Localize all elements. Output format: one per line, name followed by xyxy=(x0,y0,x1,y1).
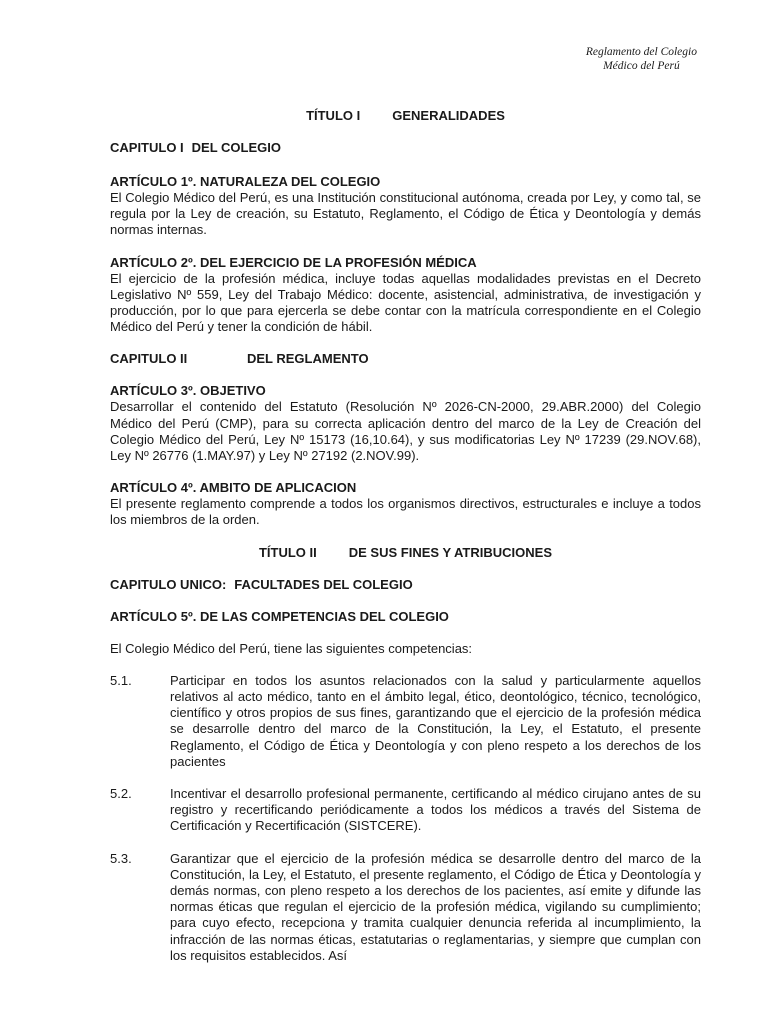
titulo-2-heading xyxy=(110,545,701,561)
articulo-5-heading: ARTÍCULO 5º. DE LAS COMPETENCIAS DEL COLEGIO xyxy=(110,608,449,624)
capitulo-unico-number: CAPITULO UNICO: xyxy=(110,576,227,592)
competencia-item xyxy=(110,786,701,835)
articulo-3-heading: ARTÍCULO 3º. OBJETIVO xyxy=(110,383,266,399)
capitulo-2-name: DEL REGLAMENTO xyxy=(247,351,369,367)
item-number: 5.2. xyxy=(110,786,132,802)
titulo-1-heading xyxy=(110,108,701,124)
capitulo-unico-heading xyxy=(110,577,701,593)
capitulo-unico-name: FACULTADES DEL COLEGIO xyxy=(234,576,413,592)
competencia-item xyxy=(110,851,701,964)
item-text: Participar en todos los asuntos relacionados con la salud y particularmente aquellos relativos al acto médico, tanto en el ámbito legal, ético, deontológico, técnico, tecnológico, científico y otros propios de sus fines, garantizando que el ejercicio de la profesión médica se desarrolle dentro del marco de la Constitución, la Ley, el Estatuto, el presente Reglamento, el Código de Ética y Deontología y con pleno respeto a los derechos de los pacientes xyxy=(170,672,701,769)
titulo-2-name: DE SUS FINES Y ATRIBUCIONES xyxy=(348,544,552,560)
item-number: 5.3. xyxy=(110,850,132,866)
articulo-2-text: El ejercicio de la profesión médica, incluye todas aquellas modalidades previstas en el Decreto Legislativo Nº 559, Ley del Trabajo Médico: docente, asistencial, administrativa, de investigación y producción, por lo que para ejercerla se debe contar con la matrícula correspondiente en el Colegio Médico del Perú y tener la condición de hábil. xyxy=(110,270,701,335)
articulo-4-text: El presente reglamento comprende a todos los organismos directivos, estructurales e incluye a todos los miembros de la orden. xyxy=(110,496,701,528)
header-line-1: Reglamento del Colegio xyxy=(585,46,697,58)
titulo-2-number: TÍTULO II xyxy=(258,544,317,560)
articulo-2-heading: ARTÍCULO 2º. DEL EJERCICIO DE LA PROFESIÓN MÉDICA xyxy=(110,254,477,270)
articulo-1-heading: ARTÍCULO 1º. NATURALEZA DEL COLEGIO xyxy=(110,174,381,189)
capitulo-2-heading xyxy=(110,351,701,367)
competencia-item xyxy=(110,673,701,770)
articulo-4-heading: ARTÍCULO 4º. AMBITO DE APLICACION xyxy=(110,480,357,496)
capitulo-2-number: CAPITULO II xyxy=(110,351,188,367)
capitulo-1-name: DEL COLEGIO xyxy=(191,140,281,155)
item-number: 5.1. xyxy=(110,672,132,688)
item-text: Garantizar que el ejercicio de la profesión médica se desarrolle dentro del marco de la Constitución, la Ley, el Estatuto, el presente reglamento, el Código de Ética y Deontología y demás normas, con pleno respeto a los derechos de los pacientes, así emite y difunde las normas éticas que regulan el ejercicio de la profesión médica, vigilando su cumplimiento; para cuyo efecto, recepciona y tramita cualquier denuncia referida al incumplimiento, la infracción de las normas éticas, estatutarias o reglamentarias, y siempre que cumplan con los requisitos establecidos. Así xyxy=(170,850,701,963)
item-text: Incentivar el desarrollo profesional permanente, certificando al médico cirujano antes de su registro y recertificando periódicamente a todos los médicos a través del Sistema de Certificación y Recertificación (SISTCERE). xyxy=(170,786,701,834)
titulo-1-name: GENERALIDADES xyxy=(392,108,505,123)
page-header xyxy=(586,45,697,73)
header-line-2: Médico del Perú xyxy=(603,60,680,72)
capitulo-1-heading xyxy=(110,140,701,156)
articulo-5-intro: El Colegio Médico del Perú, tiene las siguientes competencias: xyxy=(110,640,473,656)
articulo-3-text: Desarrollar el contenido del Estatuto (Resolución Nº 2026-CN-2000, 29.ABR.2000) del Colegio Médico del Perú (CMP), para su correcta aplicación dentro del marco de la Ley de Creación del Colegio Médico del Perú, Ley Nº 15173 (16,10.64), y sus modificatorias Ley Nº 17239 (29.NOV.68), Ley Nº 26776 (1.MAY.97) y Ley Nº 27192 (2.NOV.99). xyxy=(110,399,701,464)
articulo-1-text: El Colegio Médico del Perú, es una Institución constitucional autónoma, creada por Ley, y como tal, se regula por la Ley de creación, su Estatuto, Reglamento, el Código de Ética y Deontología y demás normas internas. xyxy=(110,190,701,238)
document-body xyxy=(110,108,701,964)
capitulo-1-number: CAPITULO I xyxy=(110,140,184,155)
titulo-1-number: TÍTULO I xyxy=(306,108,361,123)
